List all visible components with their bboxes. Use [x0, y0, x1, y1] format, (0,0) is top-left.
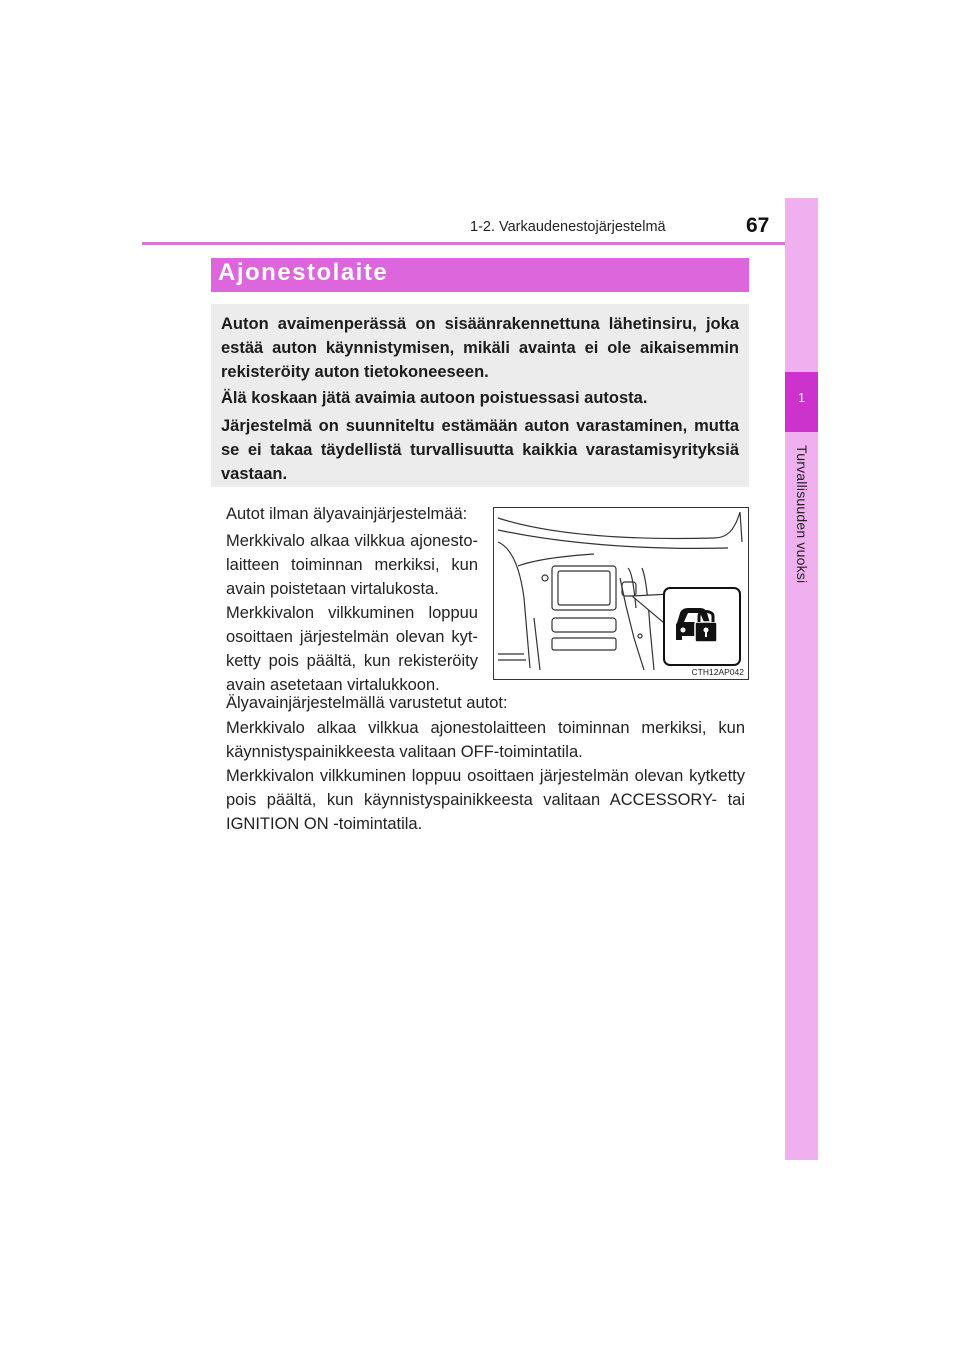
smart-key-heading: Älyavainjärjestelmällä varustetut autot:	[226, 694, 508, 712]
chapter-side-strip	[785, 198, 818, 1160]
dashboard-illustration	[494, 508, 750, 681]
notice-paragraph-2: Älä koskaan jätä avaimia autoon poistuessasi autosta.	[221, 389, 648, 407]
chapter-number: 1	[797, 390, 806, 405]
no-smart-key-paragraph-2: Merkkivalon vilkkuminen loppuu osoittaen järjestelmän olevan kyt- ketty pois päältä, kun rekisteröity avain asetetaan virtalukkoon.	[226, 604, 478, 694]
header-divider	[142, 242, 818, 245]
running-header: 1-2. Varkaudenestojärjestelmä	[470, 219, 666, 235]
smart-key-paragraph-2: Merkkivalon vilkkuminen loppuu osoittaen järjestelmän olevan kytketty pois päältä, kun käynnistyspainikkeesta valitaan ACCESSORY- tai IGNITION ON -toimintatila.	[226, 767, 745, 833]
no-smart-key-heading: Autot ilman älyavainjärjestelmää:	[226, 505, 468, 523]
notice-box	[211, 304, 749, 487]
section-title: Ajonestolaite	[218, 259, 389, 286]
chapter-title: Turvallisuuden vuoksi	[794, 445, 810, 584]
figure-code: CTH12AP042	[691, 667, 744, 677]
smart-key-paragraph-1: Merkkivalo alkaa vilkkua ajonestolaitteen toiminnan merkiksi, kun käynnistyspainikkeesta valitaan OFF-toimintatila.	[226, 719, 745, 761]
dashboard-figure	[493, 507, 749, 680]
notice-paragraph-1: Auton avaimenperässä on sisäänrakennettuna lähetinsiru, joka estää auton käynnistymisen, mikäli avainta ei ole aikaisemmin rekisteröity auton tietokoneeseen.	[221, 315, 739, 381]
notice-paragraph-3: Järjestelmä on suunniteltu estämään auton varastaminen, mutta se ei takaa täydellistä turvallisuutta kaikkia varastamisyrityksiä vastaan.	[221, 417, 739, 483]
page-number: 67	[746, 214, 770, 237]
no-smart-key-paragraph-1: Merkkivalo alkaa vilkkua ajonesto- laitteen toiminnan merkiksi, kun avain poistetaan virtalukosta.	[226, 532, 478, 598]
